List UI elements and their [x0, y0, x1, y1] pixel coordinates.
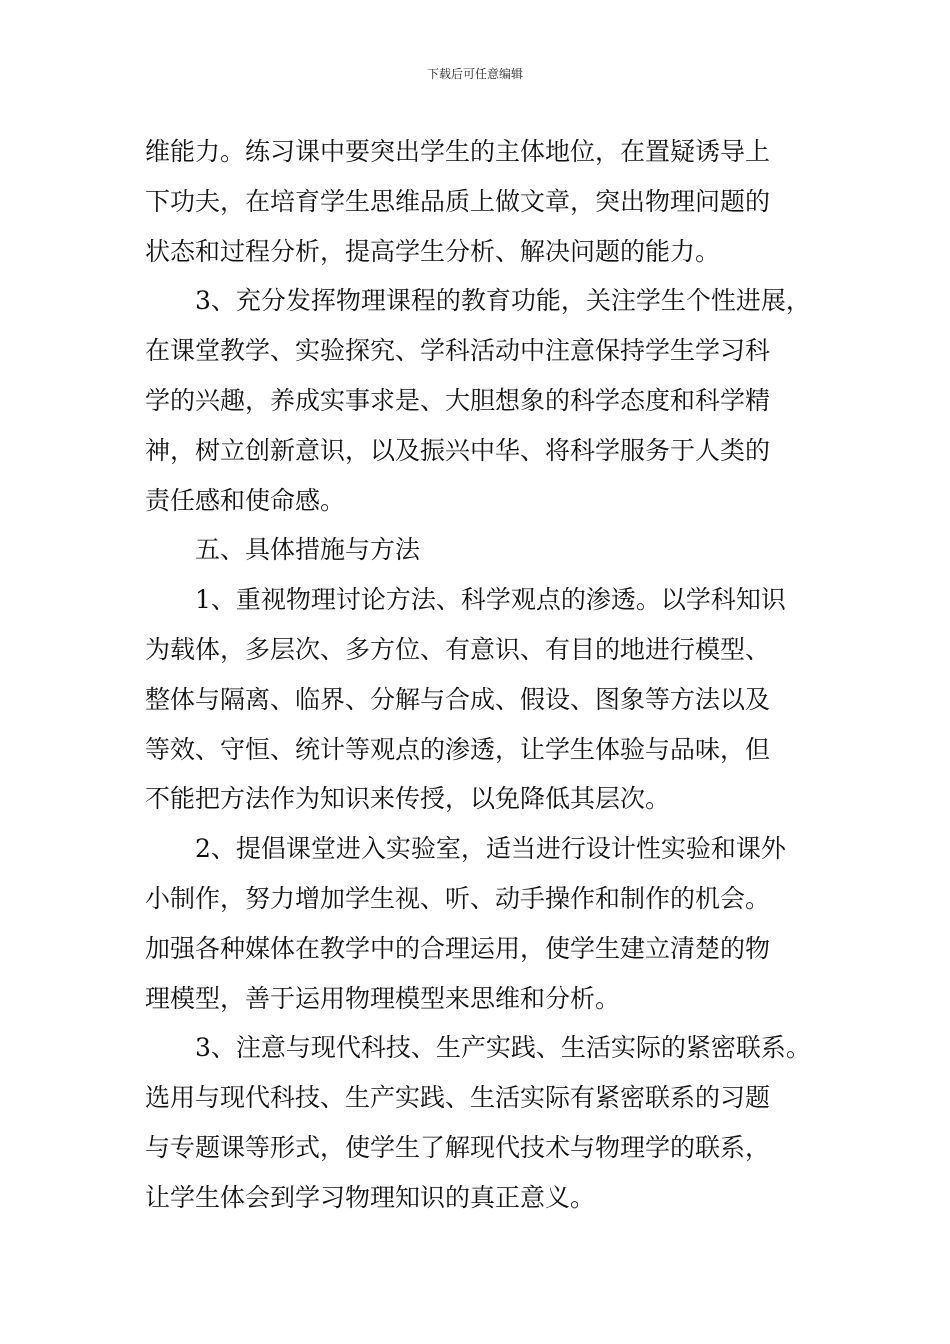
text-line: 不能把方法作为知识来传授，以免降低其层次。	[145, 784, 671, 814]
paragraph-start-line: 1、重视物理讨论方法、科学观点的渗透。以学科知识	[195, 585, 786, 615]
text-line: 神，树立创新意识，以及振兴中华、将科学服务于人类的	[145, 435, 771, 465]
text-line: 小制作，努力增加学生视、听、动手操作和制作的机会。	[145, 883, 771, 913]
text-line: 加强各种媒体在教学中的合理运用，使学生建立清楚的物	[145, 933, 771, 963]
document-body	[145, 127, 835, 1223]
text-line: 让学生体会到学习物理知识的真正意义。	[145, 1182, 596, 1212]
text-line: 责任感和使命感。	[145, 485, 346, 515]
paragraph-start-line: 3、注意与现代科技、生产实践、生活实际的紧密联系。	[195, 1033, 811, 1063]
text-line: 选用与现代科技、生产实践、生活实际有紧密联系的习题	[145, 1083, 771, 1113]
text-line: 学的兴趣，养成实事求是、大胆想象的科学态度和科学精	[145, 385, 771, 415]
text-line: 为载体，多层次、多方位、有意识、有目的地进行模型、	[145, 634, 771, 664]
text-line: 状态和过程分析，提高学生分析、解决问题的能力。	[145, 236, 721, 266]
page-header: 下载后可任意编辑	[426, 67, 523, 81]
text-line: 等效、守恒、统计等观点的渗透，让学生体验与品味，但	[145, 734, 771, 764]
text-line: 维能力。练习课中要突出学生的主体地位，在置疑诱导上	[145, 137, 771, 166]
text-line: 下功夫，在培育学生思维品质上做文章，突出物理问题的	[145, 186, 771, 216]
text-line: 与专题课等形式，使学生了解现代技术与物理学的联系，	[145, 1132, 771, 1162]
text-line: 在课堂教学、实验探究、学科活动中注意保持学生学习科	[145, 336, 771, 366]
text-line: 整体与隔离、临界、分解与合成、假设、图象等方法以及	[145, 684, 771, 714]
section-heading: 五、具体措施与方法	[195, 535, 421, 565]
text-line: 理模型，善于运用物理模型来思维和分析。	[145, 983, 621, 1013]
paragraph-start-line: 3、充分发挥物理课程的教育功能，关注学生个性进展，	[195, 286, 811, 316]
paragraph-start-line: 2、提倡课堂进入实验室，适当进行设计性实验和课外	[195, 834, 786, 864]
